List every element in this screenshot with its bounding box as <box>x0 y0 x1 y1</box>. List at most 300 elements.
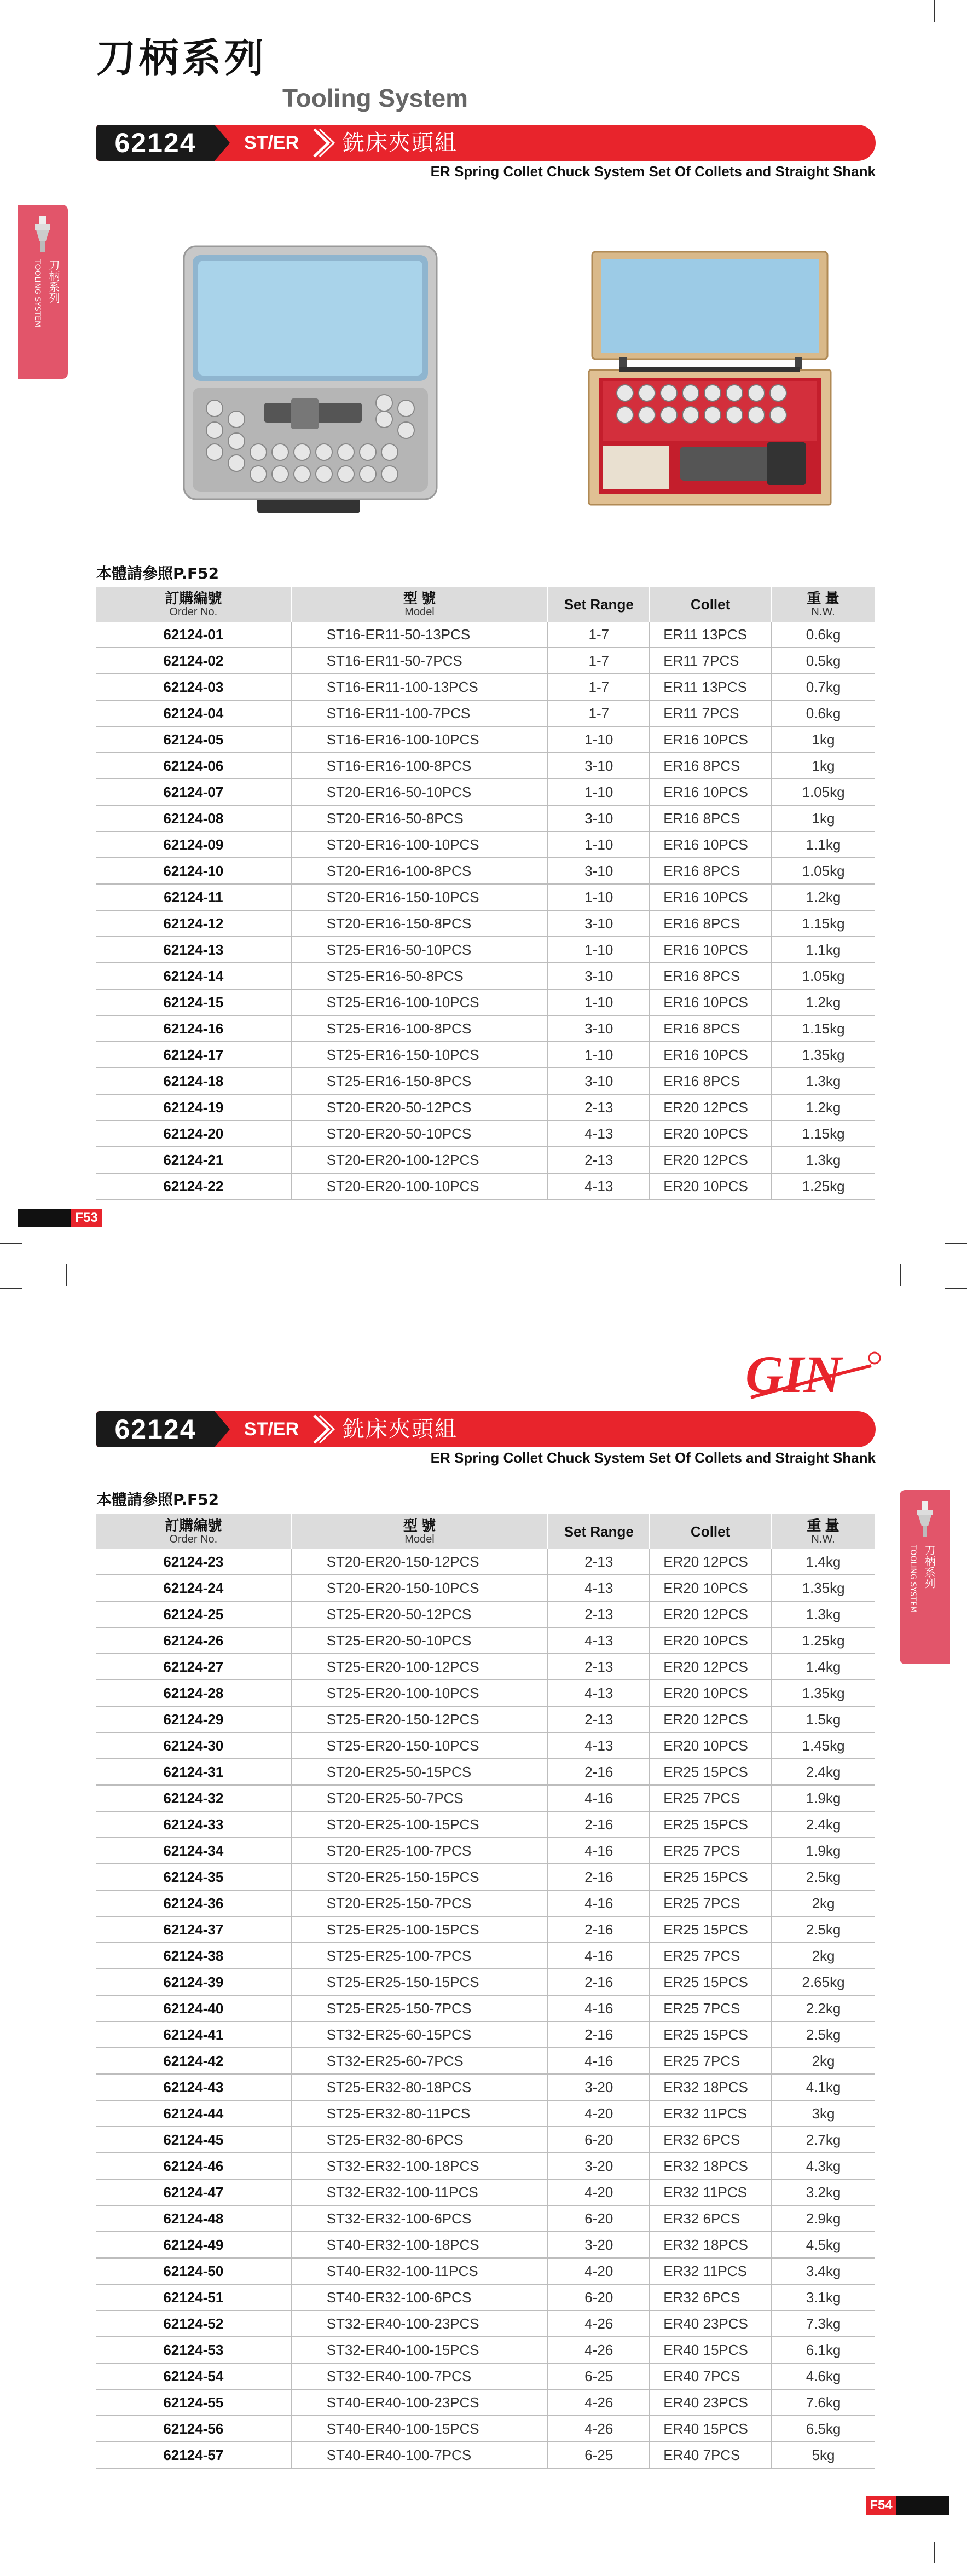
model-cell: ST25-ER20-150-12PCS <box>291 1706 548 1732</box>
order-no-cell: 62124-51 <box>96 2284 291 2311</box>
weight-cell: 0.6kg <box>771 700 875 726</box>
weight-cell: 2.5kg <box>771 2021 875 2048</box>
spec-table-p2 <box>96 1514 876 2469</box>
weight-cell: 1.9kg <box>771 1785 875 1811</box>
order-no-cell: 62124-48 <box>96 2205 291 2232</box>
set-range-cell: 2-16 <box>548 1969 650 1995</box>
table-row <box>96 1654 875 1680</box>
chevron-right-icon <box>311 128 335 158</box>
spec-table <box>96 587 876 1200</box>
weight-cell: 1.3kg <box>771 1601 875 1627</box>
set-range-cell: 1-10 <box>548 989 650 1015</box>
crop-mark <box>945 1243 967 1244</box>
set-range-cell: 1-7 <box>548 648 650 674</box>
model-cell: ST16-ER16-100-10PCS <box>291 726 548 753</box>
model-cell: ST16-ER11-50-13PCS <box>291 622 548 648</box>
weight-cell: 6.1kg <box>771 2337 875 2363</box>
weight-cell: 1.45kg <box>771 1732 875 1759</box>
model-cell: ST25-ER25-100-7PCS <box>291 1943 548 1969</box>
order-no-cell: 62124-31 <box>96 1759 291 1785</box>
order-no-cell: 62124-13 <box>96 937 291 963</box>
weight-cell: 1.15kg <box>771 910 875 937</box>
order-no-cell: 62124-23 <box>96 1549 291 1575</box>
order-no-cell: 62124-42 <box>96 2048 291 2074</box>
order-no-cell: 62124-45 <box>96 2127 291 2153</box>
collet-cell: ER32 11PCS <box>650 2179 771 2205</box>
model-cell: ST20-ER25-100-7PCS <box>291 1838 548 1864</box>
model-cell: ST20-ER20-100-12PCS <box>291 1147 548 1173</box>
table-row <box>96 1811 875 1838</box>
weight-cell: 2.9kg <box>771 2205 875 2232</box>
logo-text: GIN <box>745 1345 842 1403</box>
collet-cell: ER20 12PCS <box>650 1706 771 1732</box>
product-subtitle: ER Spring Collet Chuck System Set Of Collets and Straight Shank <box>430 163 876 180</box>
gin-logo <box>740 1344 882 1404</box>
order-no-cell: 62124-25 <box>96 1601 291 1627</box>
collet-cell: ER16 10PCS <box>650 937 771 963</box>
collet-cell: ER16 10PCS <box>650 726 771 753</box>
collet-cell: ER20 12PCS <box>650 1601 771 1627</box>
order-no-cell: 62124-22 <box>96 1173 291 1199</box>
product-image-plastic-case <box>182 244 439 516</box>
weight-cell: 1.3kg <box>771 1147 875 1173</box>
set-range-cell: 4-20 <box>548 2100 650 2127</box>
collet-cell: ER11 13PCS <box>650 674 771 700</box>
order-no-cell: 62124-26 <box>96 1627 291 1654</box>
set-range-cell: 2-13 <box>548 1706 650 1732</box>
order-no-cell: 62124-49 <box>96 2232 291 2258</box>
collet-cell: ER20 12PCS <box>650 1094 771 1120</box>
collet-cell: ER16 10PCS <box>650 1042 771 1068</box>
collet-cell: ER16 10PCS <box>650 884 771 910</box>
reference-note: 本體請參照P.F52 <box>96 1491 219 1509</box>
order-no-cell: 62124-18 <box>96 1068 291 1094</box>
table-row <box>96 1943 875 1969</box>
weight-cell: 2.65kg <box>771 1969 875 1995</box>
crop-mark <box>934 2542 935 2563</box>
order-no-cell: 62124-01 <box>96 622 291 648</box>
order-no-cell: 62124-19 <box>96 1094 291 1120</box>
model-cell: ST40-ER40-100-7PCS <box>291 2442 548 2468</box>
col-set-range: Set Range <box>548 1514 650 1549</box>
weight-cell: 4.5kg <box>771 2232 875 2258</box>
weight-cell: 1kg <box>771 726 875 753</box>
table-row <box>96 1015 875 1042</box>
side-tab-label-en: TOOLING SYSTEM <box>908 1545 917 1613</box>
collet-cell: ER40 7PCS <box>650 2363 771 2389</box>
set-range-cell: 2-16 <box>548 1916 650 1943</box>
set-range-cell: 6-25 <box>548 2442 650 2468</box>
set-range-cell: 4-16 <box>548 1943 650 1969</box>
model-cell: ST20-ER20-150-12PCS <box>291 1549 548 1575</box>
collet-cell: ER40 23PCS <box>650 2311 771 2337</box>
weight-cell: 2.5kg <box>771 1916 875 1943</box>
section-title-cn: 刀柄系列 <box>96 35 268 81</box>
weight-cell: 7.3kg <box>771 2311 875 2337</box>
model-cell: ST16-ER11-50-7PCS <box>291 648 548 674</box>
order-no-cell: 62124-07 <box>96 779 291 805</box>
set-range-cell: 3-10 <box>548 753 650 779</box>
product-subtitle: ER Spring Collet Chuck System Set Of Collets and Straight Shank <box>430 1449 876 1466</box>
collet-cell: ER16 10PCS <box>650 779 771 805</box>
set-range-cell: 3-20 <box>548 2232 650 2258</box>
weight-cell: 1.5kg <box>771 1706 875 1732</box>
set-range-cell: 3-10 <box>548 1015 650 1042</box>
table-row <box>96 1732 875 1759</box>
collet-cell: ER16 8PCS <box>650 963 771 989</box>
table-row <box>96 910 875 937</box>
model-cell: ST25-ER25-100-15PCS <box>291 1916 548 1943</box>
set-range-cell: 2-13 <box>548 1549 650 1575</box>
table-row <box>96 2363 875 2389</box>
crop-mark <box>934 0 935 22</box>
table-row <box>96 2021 875 2048</box>
product-code: 62124 <box>96 125 215 161</box>
table-row <box>96 779 875 805</box>
crop-mark <box>0 1243 22 1244</box>
collet-cell: ER11 7PCS <box>650 648 771 674</box>
table-row <box>96 726 875 753</box>
set-range-cell: 1-7 <box>548 622 650 648</box>
model-cell: ST20-ER20-100-10PCS <box>291 1173 548 1199</box>
col-set-range: Set Range <box>548 587 650 622</box>
table-row <box>96 2232 875 2258</box>
product-title: 銑床夾頭組 <box>343 1417 458 1442</box>
collet-cell: ER40 7PCS <box>650 2442 771 2468</box>
weight-cell: 3kg <box>771 2100 875 2127</box>
weight-cell: 1.1kg <box>771 937 875 963</box>
collet-cell: ER40 23PCS <box>650 2389 771 2416</box>
set-range-cell: 3-10 <box>548 805 650 831</box>
collet-cell: ER11 7PCS <box>650 700 771 726</box>
model-cell: ST32-ER40-100-7PCS <box>291 2363 548 2389</box>
model-cell: ST16-ER11-100-7PCS <box>291 700 548 726</box>
col-weight: 重 量 N.W. <box>771 587 875 622</box>
collet-cell: ER25 15PCS <box>650 2021 771 2048</box>
table-row <box>96 989 875 1015</box>
col-collet: Collet <box>650 587 771 622</box>
order-no-cell: 62124-15 <box>96 989 291 1015</box>
col-order-no: 訂購編號 Order No. <box>96 587 291 622</box>
order-no-cell: 62124-47 <box>96 2179 291 2205</box>
set-range-cell: 2-16 <box>548 1759 650 1785</box>
order-no-cell: 62124-09 <box>96 831 291 858</box>
table-row <box>96 622 875 648</box>
weight-cell: 4.1kg <box>771 2074 875 2100</box>
weight-cell: 1.35kg <box>771 1680 875 1706</box>
set-range-cell: 6-20 <box>548 2127 650 2153</box>
order-no-cell: 62124-40 <box>96 1995 291 2021</box>
set-range-cell: 2-16 <box>548 1864 650 1890</box>
set-range-cell: 4-20 <box>548 2258 650 2284</box>
crop-mark <box>0 1288 22 1289</box>
collet-cell: ER25 7PCS <box>650 1890 771 1916</box>
set-range-cell: 2-16 <box>548 2021 650 2048</box>
collet-cell: ER16 8PCS <box>650 858 771 884</box>
order-no-cell: 62124-37 <box>96 1916 291 1943</box>
order-no-cell: 62124-24 <box>96 1575 291 1601</box>
model-cell: ST32-ER25-60-15PCS <box>291 2021 548 2048</box>
model-cell: ST20-ER16-100-8PCS <box>291 858 548 884</box>
model-cell: ST32-ER32-100-6PCS <box>291 2205 548 2232</box>
table-row <box>96 1601 875 1627</box>
model-cell: ST32-ER25-60-7PCS <box>291 2048 548 2074</box>
set-range-cell: 1-10 <box>548 831 650 858</box>
table-header-row <box>96 1514 875 1549</box>
col-order-no: 訂購編號 Order No. <box>96 1514 291 1549</box>
side-tab-label-en: TOOLING SYSTEM <box>33 259 42 328</box>
crop-mark <box>900 1264 901 1286</box>
model-cell: ST25-ER20-100-12PCS <box>291 1654 548 1680</box>
set-range-cell: 3-20 <box>548 2153 650 2179</box>
table-row <box>96 1916 875 1943</box>
order-no-cell: 62124-39 <box>96 1969 291 1995</box>
page-number-bar <box>18 1209 101 1227</box>
table-row <box>96 1147 875 1173</box>
table-row <box>96 2442 875 2468</box>
order-no-cell: 62124-16 <box>96 1015 291 1042</box>
side-tab-tooling <box>18 205 68 379</box>
weight-cell: 3.2kg <box>771 2179 875 2205</box>
model-cell: ST20-ER25-50-7PCS <box>291 1785 548 1811</box>
model-cell: ST20-ER20-50-12PCS <box>291 1094 548 1120</box>
table-row <box>96 805 875 831</box>
col-model: 型 號 Model <box>291 1514 548 1549</box>
set-range-cell: 4-13 <box>548 1627 650 1654</box>
weight-cell: 1.05kg <box>771 779 875 805</box>
table-row <box>96 1785 875 1811</box>
collet-cell: ER32 6PCS <box>650 2284 771 2311</box>
set-range-cell: 1-10 <box>548 937 650 963</box>
page-number: F53 <box>71 1209 102 1227</box>
weight-cell: 1.15kg <box>771 1120 875 1147</box>
order-no-cell: 62124-05 <box>96 726 291 753</box>
order-no-cell: 62124-57 <box>96 2442 291 2468</box>
order-no-cell: 62124-02 <box>96 648 291 674</box>
order-no-cell: 62124-53 <box>96 2337 291 2363</box>
table-row <box>96 2389 875 2416</box>
table-row <box>96 1838 875 1864</box>
collet-cell: ER25 15PCS <box>650 1864 771 1890</box>
set-range-cell: 4-16 <box>548 1995 650 2021</box>
weight-cell: 0.5kg <box>771 648 875 674</box>
set-range-cell: 1-10 <box>548 1042 650 1068</box>
table-row <box>96 2284 875 2311</box>
weight-cell: 1.2kg <box>771 1094 875 1120</box>
weight-cell: 2kg <box>771 2048 875 2074</box>
table-row <box>96 753 875 779</box>
collet-cell: ER16 8PCS <box>650 1068 771 1094</box>
product-title: 銑床夾頭組 <box>343 130 458 155</box>
weight-cell: 7.6kg <box>771 2389 875 2416</box>
product-banner <box>96 125 876 161</box>
model-cell: ST40-ER32-100-11PCS <box>291 2258 548 2284</box>
set-range-cell: 6-20 <box>548 2205 650 2232</box>
set-range-cell: 1-10 <box>548 884 650 910</box>
set-range-cell: 4-16 <box>548 1838 650 1864</box>
weight-cell: 2kg <box>771 1943 875 1969</box>
product-code: 62124 <box>96 1411 215 1447</box>
table-row <box>96 937 875 963</box>
order-no-cell: 62124-34 <box>96 1838 291 1864</box>
order-no-cell: 62124-55 <box>96 2389 291 2416</box>
tool-holder-icon <box>914 1501 936 1537</box>
collet-cell: ER32 18PCS <box>650 2232 771 2258</box>
table-row <box>96 2153 875 2179</box>
table-row <box>96 1680 875 1706</box>
model-cell: ST25-ER16-150-8PCS <box>291 1068 548 1094</box>
weight-cell: 2kg <box>771 1890 875 1916</box>
collet-cell: ER16 8PCS <box>650 910 771 937</box>
set-range-cell: 2-13 <box>548 1094 650 1120</box>
crop-mark <box>945 1288 967 1289</box>
weight-cell: 5kg <box>771 2442 875 2468</box>
table-row <box>96 700 875 726</box>
col-collet: Collet <box>650 1514 771 1549</box>
model-cell: ST20-ER25-150-15PCS <box>291 1864 548 1890</box>
section-title-en: Tooling System <box>282 84 468 112</box>
model-cell: ST25-ER20-50-12PCS <box>291 1601 548 1627</box>
weight-cell: 2.5kg <box>771 1864 875 1890</box>
page-number: F54 <box>866 2496 896 2515</box>
collet-cell: ER32 18PCS <box>650 2153 771 2179</box>
model-cell: ST40-ER32-100-18PCS <box>291 2232 548 2258</box>
weight-cell: 2.4kg <box>771 1811 875 1838</box>
model-cell: ST16-ER11-100-13PCS <box>291 674 548 700</box>
collet-cell: ER32 11PCS <box>650 2258 771 2284</box>
order-no-cell: 62124-33 <box>96 1811 291 1838</box>
model-cell: ST20-ER25-150-7PCS <box>291 1890 548 1916</box>
catalog-page-f53 <box>0 0 967 1259</box>
weight-cell: 1.15kg <box>771 1015 875 1042</box>
table-row <box>96 2048 875 2074</box>
product-series: ST/ER <box>244 1419 299 1440</box>
set-range-cell: 3-10 <box>548 910 650 937</box>
table-row <box>96 1706 875 1732</box>
page-number-bar-p2 <box>866 2496 949 2515</box>
set-range-cell: 3-20 <box>548 2074 650 2100</box>
set-range-cell: 3-10 <box>548 1068 650 1094</box>
set-range-cell: 4-13 <box>548 1575 650 1601</box>
collet-cell: ER20 10PCS <box>650 1627 771 1654</box>
weight-cell: 1kg <box>771 753 875 779</box>
model-cell: ST32-ER40-100-23PCS <box>291 2311 548 2337</box>
set-range-cell: 6-20 <box>548 2284 650 2311</box>
order-no-cell: 62124-52 <box>96 2311 291 2337</box>
weight-cell: 1.05kg <box>771 858 875 884</box>
order-no-cell: 62124-17 <box>96 1042 291 1068</box>
model-cell: ST32-ER32-100-18PCS <box>291 2153 548 2179</box>
set-range-cell: 2-13 <box>548 1654 650 1680</box>
weight-cell: 1.1kg <box>771 831 875 858</box>
set-range-cell: 4-16 <box>548 2048 650 2074</box>
table-row <box>96 1094 875 1120</box>
model-cell: ST20-ER20-50-10PCS <box>291 1120 548 1147</box>
collet-cell: ER25 15PCS <box>650 1916 771 1943</box>
table-header-row <box>96 587 875 622</box>
side-tab-tooling-p2 <box>900 1490 950 1664</box>
collet-cell: ER16 8PCS <box>650 1015 771 1042</box>
model-cell: ST25-ER16-50-10PCS <box>291 937 548 963</box>
order-no-cell: 62124-28 <box>96 1680 291 1706</box>
order-no-cell: 62124-43 <box>96 2074 291 2100</box>
model-cell: ST25-ER32-80-11PCS <box>291 2100 548 2127</box>
model-cell: ST25-ER16-100-8PCS <box>291 1015 548 1042</box>
collet-cell: ER20 10PCS <box>650 1173 771 1199</box>
weight-cell: 0.7kg <box>771 674 875 700</box>
collet-cell: ER20 10PCS <box>650 1680 771 1706</box>
col-weight: 重 量 N.W. <box>771 1514 875 1549</box>
set-range-cell: 4-20 <box>548 2179 650 2205</box>
model-cell: ST25-ER32-80-6PCS <box>291 2127 548 2153</box>
tool-holder-icon <box>32 216 54 252</box>
table-row <box>96 2311 875 2337</box>
order-no-cell: 62124-03 <box>96 674 291 700</box>
model-cell: ST40-ER40-100-23PCS <box>291 2389 548 2416</box>
product-banner-p2 <box>96 1411 876 1447</box>
collet-cell: ER32 6PCS <box>650 2127 771 2153</box>
order-no-cell: 62124-10 <box>96 858 291 884</box>
table-row <box>96 2074 875 2100</box>
collet-cell: ER20 10PCS <box>650 1732 771 1759</box>
collet-cell: ER16 8PCS <box>650 753 771 779</box>
collet-cell: ER40 15PCS <box>650 2416 771 2442</box>
collet-cell: ER25 15PCS <box>650 1811 771 1838</box>
set-range-cell: 4-26 <box>548 2311 650 2337</box>
collet-cell: ER25 15PCS <box>650 1759 771 1785</box>
table-row <box>96 648 875 674</box>
table-row <box>96 1995 875 2021</box>
model-cell: ST40-ER32-100-6PCS <box>291 2284 548 2311</box>
collet-cell: ER25 7PCS <box>650 1785 771 1811</box>
weight-cell: 1.35kg <box>771 1575 875 1601</box>
set-range-cell: 4-16 <box>548 1785 650 1811</box>
order-no-cell: 62124-21 <box>96 1147 291 1173</box>
order-no-cell: 62124-30 <box>96 1732 291 1759</box>
collet-cell: ER20 12PCS <box>650 1654 771 1680</box>
table-row <box>96 2337 875 2363</box>
side-tab-label-cn: 刀柄系列 <box>47 259 60 303</box>
weight-cell: 1.05kg <box>771 963 875 989</box>
set-range-cell: 4-13 <box>548 1680 650 1706</box>
model-cell: ST25-ER20-100-10PCS <box>291 1680 548 1706</box>
table-row <box>96 1759 875 1785</box>
set-range-cell: 4-13 <box>548 1173 650 1199</box>
set-range-cell: 4-13 <box>548 1732 650 1759</box>
model-cell: ST32-ER32-100-11PCS <box>291 2179 548 2205</box>
collet-cell: ER25 7PCS <box>650 2048 771 2074</box>
set-range-cell: 4-26 <box>548 2416 650 2442</box>
set-range-cell: 2-13 <box>548 1147 650 1173</box>
set-range-cell: 1-10 <box>548 779 650 805</box>
model-cell: ST20-ER16-50-8PCS <box>291 805 548 831</box>
order-no-cell: 62124-08 <box>96 805 291 831</box>
weight-cell: 1.35kg <box>771 1042 875 1068</box>
order-no-cell: 62124-12 <box>96 910 291 937</box>
weight-cell: 1kg <box>771 805 875 831</box>
weight-cell: 2.7kg <box>771 2127 875 2153</box>
collet-cell: ER20 10PCS <box>650 1120 771 1147</box>
collet-cell: ER32 11PCS <box>650 2100 771 2127</box>
collet-cell: ER32 18PCS <box>650 2074 771 2100</box>
table-row <box>96 884 875 910</box>
weight-cell: 4.3kg <box>771 2153 875 2179</box>
collet-cell: ER25 7PCS <box>650 1838 771 1864</box>
model-cell: ST25-ER16-150-10PCS <box>291 1042 548 1068</box>
model-cell: ST16-ER16-100-8PCS <box>291 753 548 779</box>
weight-cell: 0.6kg <box>771 622 875 648</box>
order-no-cell: 62124-54 <box>96 2363 291 2389</box>
